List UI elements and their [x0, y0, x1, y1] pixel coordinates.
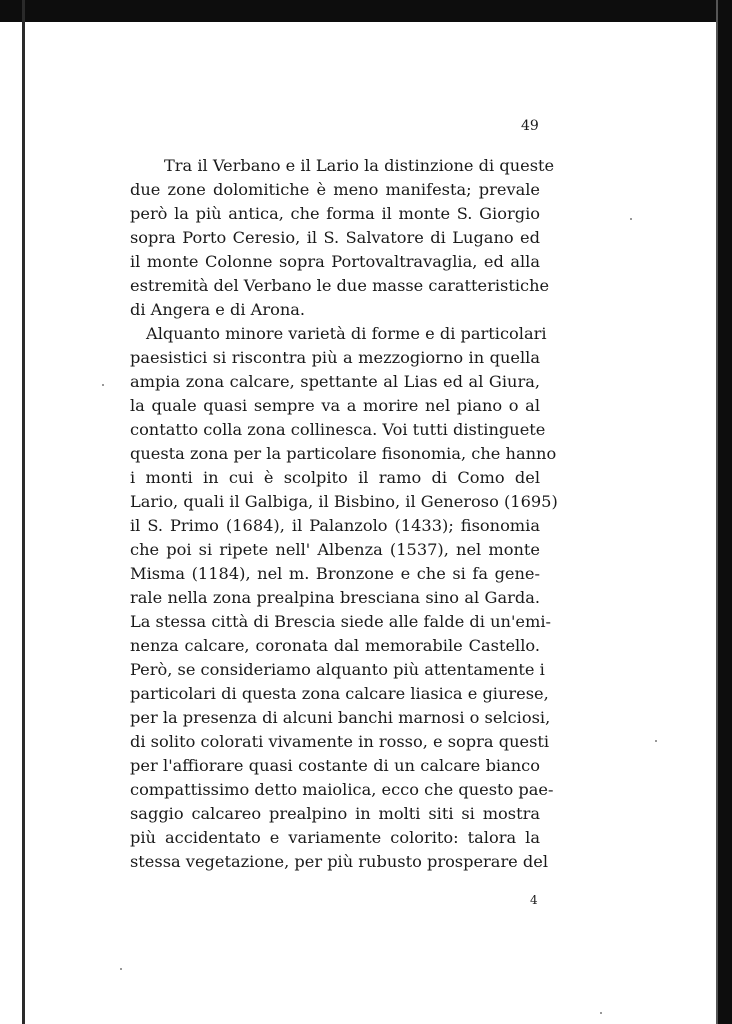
text-line: Tra il Verbano e il Lario la distinzione di queste — [164, 156, 555, 175]
signature-mark: 4 — [530, 893, 538, 907]
text-line: nenza calcare, coronata dal memorabile Castello. — [130, 636, 540, 655]
text-line: più accidentato e variamente colorito: talora la — [130, 828, 540, 847]
text-line: ampia zona calcare, spettante al Lias ed al Giura, — [130, 372, 540, 391]
paper-speck — [600, 1012, 602, 1014]
paper-speck — [655, 740, 657, 742]
text-line: il S. Primo (1684), il Palanzolo (1433); fisonomia — [130, 516, 540, 535]
text-line: di Angera e di Arona. — [130, 300, 306, 319]
text-line: rale nella zona prealpina bresciana sino al Garda. — [130, 588, 540, 607]
text-line: però la più antica, che forma il monte S. Giorgio — [130, 204, 540, 223]
paper-speck — [630, 218, 632, 220]
text-line: il monte Colonne sopra Portovaltravaglia, ed alla — [130, 252, 540, 271]
scan-top-border — [0, 0, 732, 22]
text-line: per la presenza di alcuni banchi marnosi o selciosi, — [130, 708, 551, 727]
text-line: particolari di questa zona calcare liasica e giurese, — [130, 684, 549, 703]
paper-speck — [102, 384, 104, 386]
body-text — [130, 154, 558, 874]
text-line: sopra Porto Ceresio, il S. Salvatore di Lugano ed — [130, 228, 540, 247]
paper-speck — [120, 968, 122, 970]
text-line: contatto colla zona collinesca. Voi tutti distinguete — [130, 420, 546, 439]
scan-left-edge — [22, 0, 25, 1024]
text-line: la quale quasi sempre va a morire nel piano o al — [130, 396, 540, 415]
text-line: che poi si ripete nell' Albenza (1537), nel monte — [130, 540, 540, 559]
text-line: compattissimo detto maiolica, ecco che questo pae- — [130, 780, 554, 799]
text-line: estremità del Verbano le due masse caratteristiche — [130, 276, 550, 295]
text-line: questa zona per la particolare fisonomia, che hanno — [130, 444, 557, 463]
text-line: Misma (1184), nel m. Bronzone e che si fa gene- — [130, 564, 540, 583]
text-line: Però, se consideriamo alquanto più attentamente i — [130, 660, 545, 679]
text-line: per l'affiorare quasi costante di un calcare bianco — [130, 756, 540, 775]
page-number: 49 — [521, 118, 539, 134]
text-line: stessa vegetazione, per più rubusto prosperare del — [130, 852, 549, 871]
scan-right-border — [718, 0, 732, 1024]
text-line: Alquanto minore varietà di forme e di particolari — [146, 324, 547, 343]
text-line: saggio calcareo prealpino in molti siti si mostra — [130, 804, 540, 823]
text-line: Lario, quali il Galbiga, il Bisbino, il Generoso (1695) — [130, 492, 558, 511]
text-line: di solito colorati vivamente in rosso, e sopra questi — [130, 732, 550, 751]
text-line: due zone dolomitiche è meno manifesta; prevale — [130, 180, 540, 199]
text-line: paesistici si riscontra più a mezzogiorno in quella — [130, 348, 540, 367]
text-line: La stessa città di Brescia siede alle falde di un'emi- — [130, 612, 551, 631]
text-line: i monti in cui è scolpito il ramo di Como del — [130, 468, 540, 487]
